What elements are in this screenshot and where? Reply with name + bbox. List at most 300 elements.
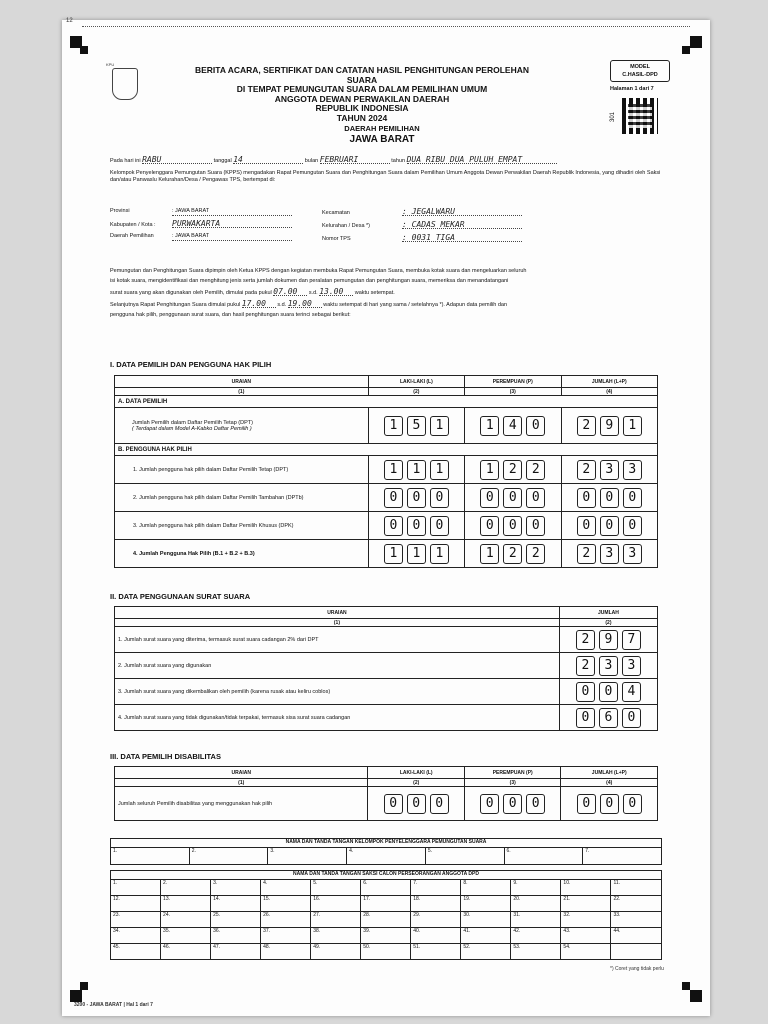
digit-box: 1 (407, 544, 426, 564)
registration-marker-tr2 (682, 46, 690, 54)
saksi-signature-cell (311, 880, 361, 896)
s1-num-1: (1) (115, 388, 369, 396)
form-page (62, 20, 710, 1016)
bulan-value: FEBRUARI (320, 156, 390, 164)
b2-perempuan-digits (468, 488, 557, 508)
page-number: 12 (66, 18, 73, 24)
registration-marker-br2 (682, 982, 690, 990)
digit-box: 0 (480, 794, 499, 814)
intro-line-2: isi kotak suara, mengidentifikasi dan menghitung jenis serta jumlah dokumen dan peralatan pemungutan dan penghitungan suara, memeriksa dan menandatangani (110, 278, 509, 284)
digit-box: 0 (503, 488, 522, 508)
s2-row-1 (115, 627, 658, 653)
s2-row-2-label: 2. Jumlah surat suara yang digunakan (115, 653, 560, 679)
saksi-signature-cell (111, 928, 161, 944)
digit-box: 1 (480, 416, 499, 436)
intro-line-4: Selanjutnya Rapat Penghitungan Suara dimulai pukul 17.00 s.d. 19.00 waktu setempat di hari yang sama / setelahnya *). Adapun data pemilih dan (110, 299, 508, 308)
saksi-signature-cell (511, 944, 561, 960)
registration-marker-br (690, 990, 702, 1002)
digit-box: 0 (600, 516, 619, 536)
disabilitas-jumlah-digits (564, 794, 654, 814)
saksi-signature-number: 31. (513, 912, 521, 918)
saksi-signature-cell (311, 928, 361, 944)
saksi-signature-cell (561, 928, 611, 944)
saksi-signature-cell (111, 896, 161, 912)
opening-line (110, 156, 670, 165)
s2-col-uraian: URAIAN (115, 607, 560, 619)
saksi-signature-number: 8. (463, 880, 468, 886)
s1-num-4: (4) (561, 388, 657, 396)
digit-box: 0 (503, 516, 522, 536)
form-title-line-5: TAHUN 2024 (336, 112, 388, 123)
digit-box: 9 (600, 416, 619, 436)
saksi-signature-cell (161, 944, 211, 960)
saksi-signature-cell (311, 896, 361, 912)
saksi-signature-number: 35. (163, 928, 170, 934)
saksi-signature-number: 39. (363, 928, 371, 934)
saksi-signature-number: 7. (413, 880, 418, 886)
model-label: MODEL (630, 64, 650, 70)
saksi-signature-cell (211, 944, 261, 960)
daerah-label: DAERAH PEMILIHAN (344, 124, 420, 133)
saksi-signature-number: 49. (313, 944, 321, 950)
saksi-signature-cell (361, 880, 411, 896)
saksi-signature-number: 5. (313, 880, 318, 886)
saksi-signature-number: 41. (463, 928, 471, 934)
saksi-signature-cell (511, 896, 561, 912)
saksi-signature-number: 22. (613, 896, 621, 902)
saksi-signature-cell (361, 928, 411, 944)
saksi-signature-cell (511, 912, 561, 928)
saksi-signature-cell (461, 912, 511, 928)
digit-box: 2 (576, 630, 595, 650)
saksi-signature-row (111, 896, 662, 912)
provinsi-value: : JAWA BARAT (172, 208, 292, 216)
saksi-signature-number: 2. (163, 880, 168, 886)
coret-note: *) Coret yang tidak perlu (610, 966, 664, 972)
saksi-signature-cell (461, 928, 511, 944)
s3-col-laki: LAKI-LAKI (L) (368, 767, 465, 779)
saksi-signature-number: 20. (513, 896, 521, 902)
digit-box: 4 (622, 682, 641, 702)
saksi-signature-row (111, 928, 662, 944)
b1-perempuan-digits (468, 460, 557, 480)
saksi-signature-number: 42. (513, 928, 521, 934)
section-1-title: I. DATA PEMILIH DAN PENGGUNA HAK PILIH (110, 360, 272, 369)
saksi-signature-cell (261, 896, 311, 912)
saksi-signature-cell (411, 944, 461, 960)
saksi-signature-cell (261, 912, 311, 928)
digit-box: 1 (430, 460, 449, 480)
saksi-signature-number: 6. (363, 880, 368, 886)
kpps-signature-number: 1. (113, 848, 118, 854)
registration-marker-bl2 (80, 982, 88, 990)
saksi-signature-cell (311, 912, 361, 928)
saksi-signature-number: 48. (263, 944, 271, 950)
saksi-signature-cell (411, 880, 461, 896)
digit-box: 2 (577, 460, 596, 480)
kpps-signature-number: 7. (585, 848, 590, 854)
digit-box: 7 (622, 630, 641, 650)
halaman-label: Halaman 1 dari 7 (610, 86, 654, 92)
saksi-signature-number: 51. (413, 944, 421, 950)
kpps-signature-cell (347, 848, 426, 865)
digit-box: 0 (577, 488, 596, 508)
saksi-signature-number: 45. (113, 944, 120, 950)
saksi-signature-number: 15. (263, 896, 271, 902)
bulan-label: bulan (304, 158, 319, 164)
digit-box: 1 (430, 416, 449, 436)
saksi-signature-cell (261, 928, 311, 944)
saksi-signature-number: 28. (363, 912, 371, 918)
s2-num-2: (2) (559, 619, 657, 627)
saksi-signature-cell (161, 896, 211, 912)
saksi-signature-number: 9. (513, 880, 518, 886)
kpps-signature-cell (111, 848, 190, 865)
s1-row-dpt-label: Jumlah Pemilih dalam Daftar Pemilih Tetap (DPT) (132, 419, 253, 426)
digit-box: 0 (622, 708, 641, 728)
kelurahan-label: Kelurahan / Desa *) (322, 223, 370, 229)
saksi-signature-row (111, 944, 662, 960)
digit-box: 2 (503, 544, 522, 564)
kecamatan-label: Kecamatan (322, 210, 350, 216)
section-1-table (114, 375, 658, 568)
saksi-signature-number: 17. (363, 896, 371, 902)
digit-box: 0 (600, 488, 619, 508)
s3-row (115, 787, 658, 821)
s3-num-2: (2) (368, 779, 465, 787)
digit-box: 0 (623, 516, 642, 536)
saksi-signature-row (111, 912, 662, 928)
b1-jumlah-digits (565, 460, 654, 480)
saksi-signature-cell (561, 912, 611, 928)
digit-box: 0 (384, 516, 403, 536)
s1-row-b2-label: 2. Jumlah pengguna hak pilih dalam Daftar Pemilih Tambahan (DPTb) (115, 484, 369, 512)
digit-box: 3 (623, 460, 642, 480)
digit-box: 0 (600, 794, 619, 814)
daerah-pemilihan-label: Daerah Pemilihan (110, 233, 154, 239)
saksi-signature-cell (561, 896, 611, 912)
daerah-value: JAWA BARAT (349, 134, 415, 145)
saksi-signature-cell (361, 912, 411, 928)
digit-box: 0 (623, 488, 642, 508)
digit-box: 2 (503, 460, 522, 480)
digit-box: 0 (599, 682, 618, 702)
digit-box: 0 (430, 488, 449, 508)
s1-row-dpt-note: ( Terdapat dalam Model A-Kabko Daftar Pemilih ) (132, 425, 252, 432)
footer-left: 3200 - JAWA BARAT | Hal 1 dari 7 (74, 1002, 153, 1008)
b2-jumlah-digits (565, 488, 654, 508)
digit-box: 9 (599, 630, 618, 650)
s3-col-uraian: URAIAN (115, 767, 368, 779)
digit-box: 2 (577, 416, 596, 436)
kpps-signature-cell (504, 848, 583, 865)
kpps-signature-number: 3. (270, 848, 275, 854)
digit-box: 1 (384, 544, 403, 564)
s2-col-jumlah: JUMLAH (559, 607, 657, 619)
hitung-start-time: 17.00 (242, 300, 276, 308)
kpps-signature-cell (425, 848, 504, 865)
saksi-signature-number: 10. (563, 880, 571, 886)
s1-row-b3-label: 3. Jumlah pengguna hak pilih dalam Daftar Pemilih Khusus (DPK) (115, 512, 369, 540)
b4-jumlah-digits (565, 544, 654, 564)
saksi-signature-number: 34. (113, 928, 120, 934)
saksi-signature-number: 47. (213, 944, 221, 950)
qr-number: 301 (610, 111, 617, 123)
saksi-signature-number: 3. (213, 880, 218, 886)
kpps-signature-number: 2. (191, 848, 196, 854)
digit-box: 0 (407, 794, 426, 814)
rapat-end-time: 13.00 (319, 288, 353, 296)
digit-box: 5 (407, 416, 426, 436)
saksi-signature-number: 1. (113, 880, 118, 886)
saksi-signature-cell (561, 880, 611, 896)
saksi-signature-number: 4. (263, 880, 268, 886)
kpu-logo (112, 68, 138, 100)
s3-num-1: (1) (115, 779, 368, 787)
s1-num-2: (2) (368, 388, 464, 396)
digit-box: 0 (576, 708, 595, 728)
digit-box: 0 (430, 794, 449, 814)
hari-value: RABU (142, 156, 212, 164)
saksi-signature-number: 43. (563, 928, 571, 934)
digit-box: 4 (503, 416, 522, 436)
s2-num-1: (1) (115, 619, 560, 627)
digit-box: 3 (622, 656, 641, 676)
kpps-signature-cell (583, 848, 662, 865)
saksi-signature-number: 50. (363, 944, 371, 950)
intro-line-1: Pemungutan dan Penghitungan Suara dipimpin oleh Ketua KPPS dengan kegiatan membuka Rapat Pemungutan Suara, membuka kotak suara dan mengeluarkan seluruh (110, 268, 527, 274)
saksi-signature-number: 40. (413, 928, 421, 934)
saksi-signature-number: 37. (263, 928, 271, 934)
dpt-laki-digits (372, 416, 461, 436)
saksi-signature-cell (311, 944, 361, 960)
tahun-label: tahun (391, 158, 406, 164)
s2-row-4-label: 4. Jumlah surat suara yang tidak digunakan/tidak terpakai, termasuk sisa surat suara cadangan (115, 705, 560, 731)
saksi-signature-cell (261, 880, 311, 896)
s1-col-perempuan: PEREMPUAN (P) (465, 376, 561, 388)
saksi-title: NAMA DAN TANDA TANGAN SAKSI CALON PERSEORANGAN ANGGOTA DPD (111, 871, 662, 880)
form-title-line-3: ANGGOTA DEWAN PERWAKILAN DAERAH (274, 93, 450, 104)
b4-perempuan-digits (468, 544, 557, 564)
saksi-signature-number: 21. (563, 896, 571, 902)
s1-sub-b: B. PENGGUNA HAK PILIH (115, 444, 658, 456)
registration-marker-bl (70, 990, 82, 1002)
digit-box: 0 (526, 516, 545, 536)
s1-row-b1 (115, 456, 658, 484)
kabupaten-value: PURWAKARTA (172, 220, 292, 228)
digit-box: 2 (576, 656, 595, 676)
digit-box: 0 (577, 516, 596, 536)
provinsi-label: Provinsi (110, 208, 130, 214)
s1-row-b3 (115, 512, 658, 540)
opening-paragraph: Kelompok Penyelenggara Pemungutan Suara (KPPS) mengadakan Rapat Pemungutan Suara dan Penghitungan Suara dalam Pemilihan Umum Anggota Dewan Perwakilan Daerah Republik Indonesia, yang dihadiri oleh Saksi dan/atau Panwaslu Kelurahan/Desa / Pengawas TPS, bertempat di: (110, 170, 661, 183)
saksi-signature-cell (161, 880, 211, 896)
form-title-line-4: REPUBLIK INDONESIA (315, 103, 409, 113)
digit-box: 0 (480, 488, 499, 508)
digit-box: 0 (526, 416, 545, 436)
digit-box: 1 (407, 460, 426, 480)
saksi-signature-number: 27. (313, 912, 321, 918)
kpu-logo-caption: KPU (106, 62, 115, 67)
saksi-signature-cell (211, 912, 261, 928)
tps-label: Nomor TPS (322, 236, 351, 242)
section-2-title: II. DATA PENGGUNAAN SURAT SUARA (110, 592, 251, 601)
saksi-signature-cell (261, 944, 311, 960)
kecamatan-value: : JEGALWARU (402, 208, 522, 216)
s1-num-3: (3) (465, 388, 561, 396)
b3-jumlah-digits (565, 516, 654, 536)
digit-box: 0 (384, 794, 403, 814)
s2-row-4 (115, 705, 658, 731)
digit-box: 0 (407, 488, 426, 508)
form-title-line-2: DI TEMPAT PEMUNGUTAN SUARA DALAM PEMILIHAN UMUM (236, 84, 488, 94)
kpps-signature-row (111, 848, 662, 865)
saksi-signature-number: 11. (613, 880, 621, 886)
saksi-signature-number: 38. (313, 928, 321, 934)
digit-box: 3 (623, 544, 642, 564)
digit-box: 3 (600, 460, 619, 480)
saksi-signature-number: 26. (263, 912, 271, 918)
digit-box: 1 (384, 416, 403, 436)
s1-sub-a: A. DATA PEMILIH (115, 396, 658, 408)
kpps-signature-number: 5. (427, 848, 432, 854)
rapat-start-time: 07.00 (273, 288, 307, 296)
b3-perempuan-digits (468, 516, 557, 536)
intro-line-3: surat suara yang akan digunakan oleh Pemilih, dimulai pada pukul 07.00 s.d. 13.00 waktu setempat. (110, 287, 395, 296)
digit-box: 1 (430, 544, 449, 564)
s1-row-b1-label: 1. Jumlah pengguna hak pilih dalam Daftar Pemilih Tetap (DPT) (115, 456, 369, 484)
digit-box: 1 (384, 460, 403, 480)
saksi-signature-cell (211, 896, 261, 912)
saksi-signature-cell (161, 912, 211, 928)
s2-row-3-label: 3. Jumlah surat suara yang dikembalikan oleh pemilih (karena rusak atau keliru coblos) (115, 679, 560, 705)
saksi-signature-number: 36. (213, 928, 221, 934)
digit-box: 0 (430, 516, 449, 536)
hitung-end-time: 19.00 (288, 300, 322, 308)
s3-row-label: Jumlah seluruh Pemilih disabilitas yang menggunakan hak pilih (115, 787, 368, 821)
saksi-signature-number: 16. (313, 896, 321, 902)
section-2-table (114, 606, 658, 731)
kabupaten-label: Kabupaten / Kota : (110, 222, 156, 228)
saksi-signature-cell (611, 880, 662, 896)
saksi-signature-cell (111, 880, 161, 896)
s1-col-laki: LAKI-LAKI (L) (368, 376, 464, 388)
tanggal-label: tanggal (213, 158, 232, 164)
section-3-title: III. DATA PEMILIH DISABILITAS (110, 752, 221, 761)
disabilitas-perempuan-digits (468, 794, 558, 814)
s2-row-1-digits (563, 630, 654, 650)
top-perforation (82, 26, 690, 27)
form-title-line-1: BERITA ACARA, SERTIFIKAT DAN CATATAN HASIL PENGHITUNGAN PEROLEHAN SUARA (194, 65, 529, 85)
tps-value: : 0031 TIGA (402, 234, 522, 242)
saksi-signature-number: 52. (463, 944, 471, 950)
kpps-signature-cell (268, 848, 347, 865)
s1-row-b2 (115, 484, 658, 512)
s3-col-jumlah: JUMLAH (L+P) (561, 767, 658, 779)
saksi-signature-cell (111, 912, 161, 928)
digit-box: 0 (480, 516, 499, 536)
digit-box: 1 (623, 416, 642, 436)
saksi-signature-number: 25. (213, 912, 221, 918)
saksi-signature-cell (111, 944, 161, 960)
saksi-signature-number: 14. (213, 896, 221, 902)
saksi-signature-table (110, 870, 662, 960)
s2-row-2-digits (563, 656, 654, 676)
form-title (182, 66, 542, 123)
saksi-signature-cell (411, 928, 461, 944)
saksi-signature-number: 44. (613, 928, 621, 934)
saksi-signature-cell (411, 912, 461, 928)
saksi-signature-cell (461, 896, 511, 912)
s1-row-dpt (115, 408, 658, 444)
registration-marker-tl2 (80, 46, 88, 54)
model-box (610, 60, 670, 82)
digit-box: 2 (526, 544, 545, 564)
model-code: C.HASIL-DPD (622, 72, 658, 78)
saksi-signature-cell (561, 944, 611, 960)
digit-box: 0 (384, 488, 403, 508)
s2-row-3 (115, 679, 658, 705)
saksi-signature-cell (511, 880, 561, 896)
digit-box: 2 (526, 460, 545, 480)
dpt-jumlah-digits (565, 416, 654, 436)
saksi-signature-number: 12. (113, 896, 120, 902)
daerah-pemilihan-value: : JAWA BARAT (172, 233, 292, 241)
b3-laki-digits (372, 516, 461, 536)
s3-num-4: (4) (561, 779, 658, 787)
kpps-title: NAMA DAN TANDA TANGAN KELOMPOK PENYELENGGARA PEMUNGUTAN SUARA (111, 839, 662, 848)
digit-box: 0 (576, 682, 595, 702)
saksi-signature-number: 24. (163, 912, 170, 918)
digit-box: 0 (503, 794, 522, 814)
saksi-signature-cell (611, 912, 662, 928)
saksi-signature-number: 18. (413, 896, 421, 902)
digit-box: 0 (526, 488, 545, 508)
digit-box: 6 (599, 708, 618, 728)
saksi-signature-cell (511, 928, 561, 944)
saksi-signature-cell (461, 880, 511, 896)
digit-box: 0 (407, 516, 426, 536)
saksi-signature-number: 32. (563, 912, 571, 918)
digit-box: 1 (480, 544, 499, 564)
saksi-signature-cell (611, 896, 662, 912)
saksi-signature-number: 29. (413, 912, 421, 918)
saksi-signature-cell (361, 944, 411, 960)
s3-num-3: (3) (464, 779, 561, 787)
saksi-signature-number: 30. (463, 912, 471, 918)
digit-box: 3 (599, 656, 618, 676)
s1-col-uraian: URAIAN (115, 376, 369, 388)
saksi-signature-number: 54. (563, 944, 571, 950)
saksi-signature-cell (211, 928, 261, 944)
saksi-signature-cell (611, 928, 662, 944)
b4-laki-digits (372, 544, 461, 564)
kpps-signature-table (110, 838, 662, 865)
disabilitas-laki-digits (371, 794, 461, 814)
digit-box: 0 (526, 794, 545, 814)
qr-code-icon (622, 98, 658, 134)
registration-marker-tr (690, 36, 702, 48)
digit-box: 2 (577, 544, 596, 564)
saksi-signature-number: 33. (613, 912, 621, 918)
saksi-signature-number: 13. (163, 896, 170, 902)
section-3-table (114, 766, 658, 821)
digit-box: 1 (480, 460, 499, 480)
s1-row-b4-label: 4. Jumlah Pengguna Hak Pilih (B.1 + B.2 + B.3) (115, 540, 369, 568)
s3-col-perempuan: PEREMPUAN (P) (464, 767, 561, 779)
saksi-signature-cell (611, 944, 662, 960)
s2-row-3-digits (563, 682, 654, 702)
